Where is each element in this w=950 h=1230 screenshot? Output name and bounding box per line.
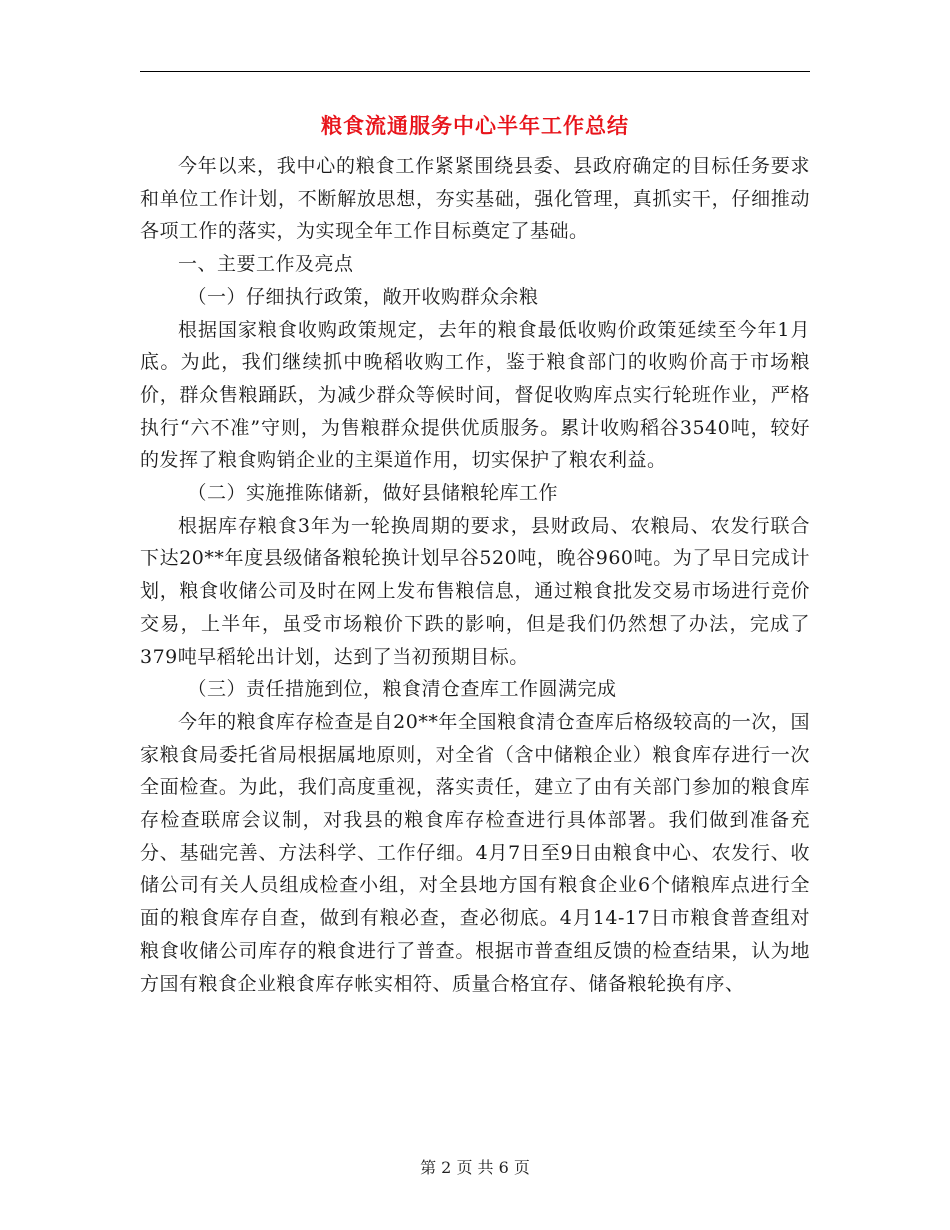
subsection-heading-2: （二）实施推陈储新，做好县储粮轮库工作: [187, 482, 559, 505]
subsection-heading-1: （一）仔细执行政策，敞开收购群众余粮: [187, 285, 539, 308]
document-body: [140, 150, 810, 1000]
paragraph-intro: 今年以来，我中心的粮食工作紧紧围绕县委、县政府确定的目标任务要求和单位工作计划，不断解放思想，夯实基础，强化管理，真抓实干，仔细推动各项工作的落实，为实现全年工作目标奠定了基础。: [140, 155, 810, 243]
paragraph-rotation: 根据库存粮食3年为一轮换周期的要求，县财政局、农粮局、农发行联合下达20**年度县级储备粮轮换计划早谷520吨，晚谷960吨。为了早日完成计划，粮食收储公司及时在网上发布售粮信息，通过粮食批发交易市场进行竞价交易，上半年，虽受市场粮价下跌的影响，但是我们仍然想了办法，完成了379吨早稻轮出计划，达到了当初预期目标。: [140, 514, 810, 668]
subsection-heading-3: （三）责任措施到位，粮食清仓查库工作圆满完成: [187, 678, 617, 701]
paragraph-inspection: 今年的粮食库存检查是自20**年全国粮食清仓查库后格级较高的一次，国家粮食局委托省局根据属地原则，对全省（含中储粮企业）粮食库存进行一次全面检查。为此，我们高度重视，落实责任，建立了由有关部门参加的粮食库存检查联席会议制，对我县的粮食库存检查进行具体部署。我们做到准备充分、基础完善、方法科学、工作仔细。4月7日至9日由粮食中心、农发行、收储公司有关人员组成检查小组，对全县地方国有粮食企业6个储粮库点进行全面的粮食库存自查，做到有粮必查，查必彻底。4月14-17日市粮食普查组对粮食收储公司库存的粮食进行了普查。根据市普查组反馈的检查结果，认为地方国有粮食企业粮食库存帐实相符、质量合格宜存、储备粮轮换有序、: [140, 710, 810, 995]
section-heading-1: 一、主要工作及亮点: [178, 253, 354, 276]
paragraph-purchase: 根据国家粮食收购政策规定，去年的粮食最低收购价政策延续至今年1月底。为此，我们继续抓中晚稻收购工作，鉴于粮食部门的收购价高于市场粮价，群众售粮踊跃，为减少群众等候时间，督促收购库点实行轮班作业，严格执行“六不准”守则，为售粮群众提供优质服务。累计收购稻谷3540吨，较好的发挥了粮食购销企业的主渠道作用，切实保护了粮农利益。: [140, 318, 810, 472]
page-number: 第 2 页 共 6 页: [420, 1158, 530, 1177]
document-title: 粮食流通服务中心半年工作总结: [321, 114, 629, 138]
header-rule: [140, 71, 810, 72]
